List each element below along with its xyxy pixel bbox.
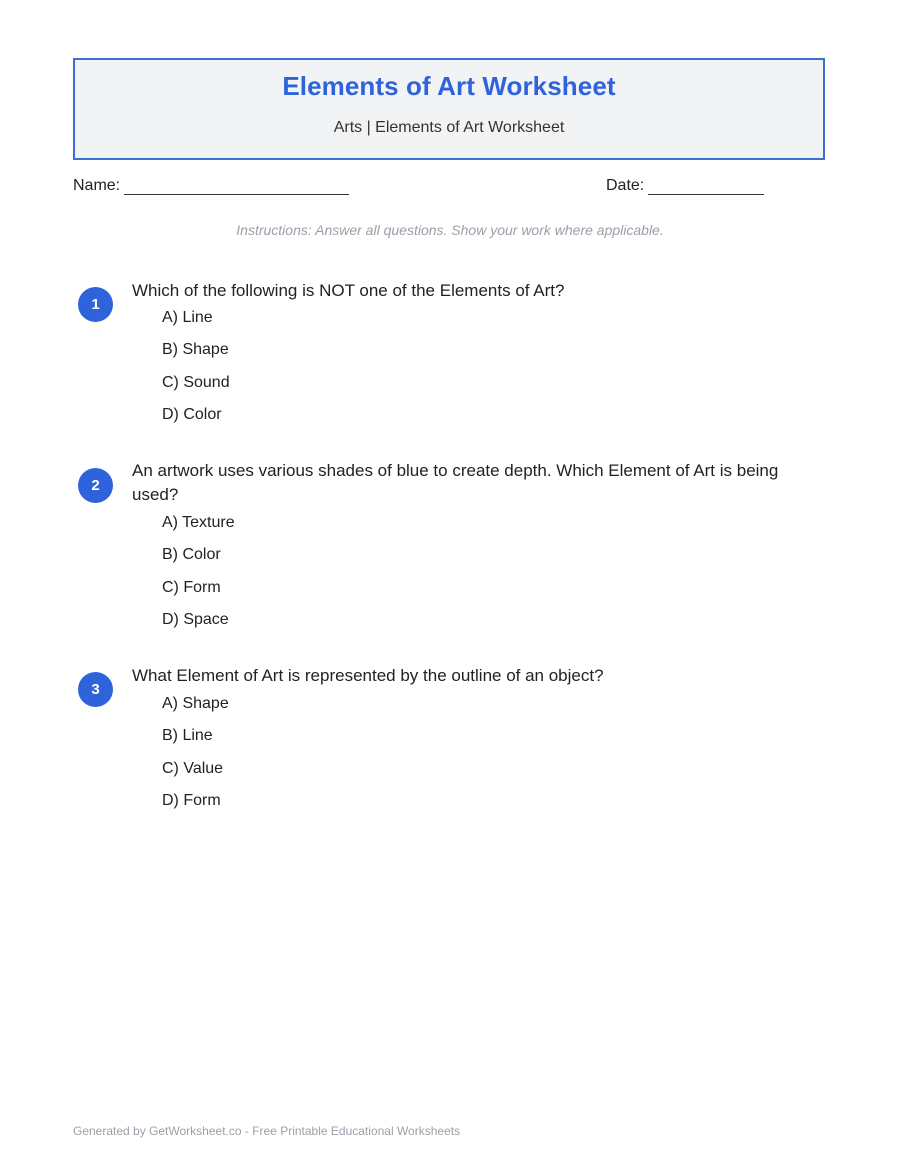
question-text: An artwork uses various shades of blue to create depth. Which Element of Art is being used?: [132, 461, 779, 504]
question-number-badge: 3: [78, 672, 113, 707]
worksheet-subtitle: Arts | Elements of Art Worksheet: [333, 119, 565, 136]
answer-options: [162, 513, 235, 643]
answer-option[interactable]: B) Shape: [162, 341, 229, 359]
answer-option[interactable]: B) Line: [162, 727, 213, 745]
answer-option[interactable]: C) Sound: [162, 373, 230, 391]
worksheet-header: [73, 58, 825, 160]
answer-options: [162, 694, 229, 824]
name-blank-line[interactable]: [124, 178, 349, 195]
instructions: Instructions: Answer all questions. Show your work where applicable.: [236, 222, 664, 238]
question-text: Which of the following is NOT one of the Elements of Art?: [132, 281, 565, 300]
name-field: [73, 177, 349, 195]
name-label: Name:: [73, 177, 121, 194]
answer-options: [162, 308, 230, 438]
answer-option[interactable]: D) Space: [162, 611, 229, 629]
footer-credit: Generated by GetWorksheet.co - Free Printable Educational Worksheets: [73, 1124, 461, 1138]
answer-option[interactable]: D) Color: [162, 406, 222, 424]
date-label: Date:: [606, 177, 645, 194]
question-text: What Element of Art is represented by the outline of an object?: [132, 666, 604, 685]
answer-option[interactable]: A) Texture: [162, 514, 235, 531]
question-number-badge: 2: [78, 468, 113, 503]
answer-option[interactable]: A) Shape: [162, 695, 229, 712]
date-blank-line[interactable]: [648, 178, 764, 195]
date-field: [606, 177, 764, 195]
answer-option[interactable]: C) Form: [162, 578, 221, 596]
answer-option[interactable]: B) Color: [162, 546, 221, 564]
answer-option[interactable]: D) Form: [162, 792, 221, 810]
worksheet-title: Elements of Art Worksheet: [282, 71, 616, 101]
question-number-badge: 1: [78, 287, 113, 322]
answer-option[interactable]: A) Line: [162, 309, 213, 326]
answer-option[interactable]: C) Value: [162, 759, 224, 777]
